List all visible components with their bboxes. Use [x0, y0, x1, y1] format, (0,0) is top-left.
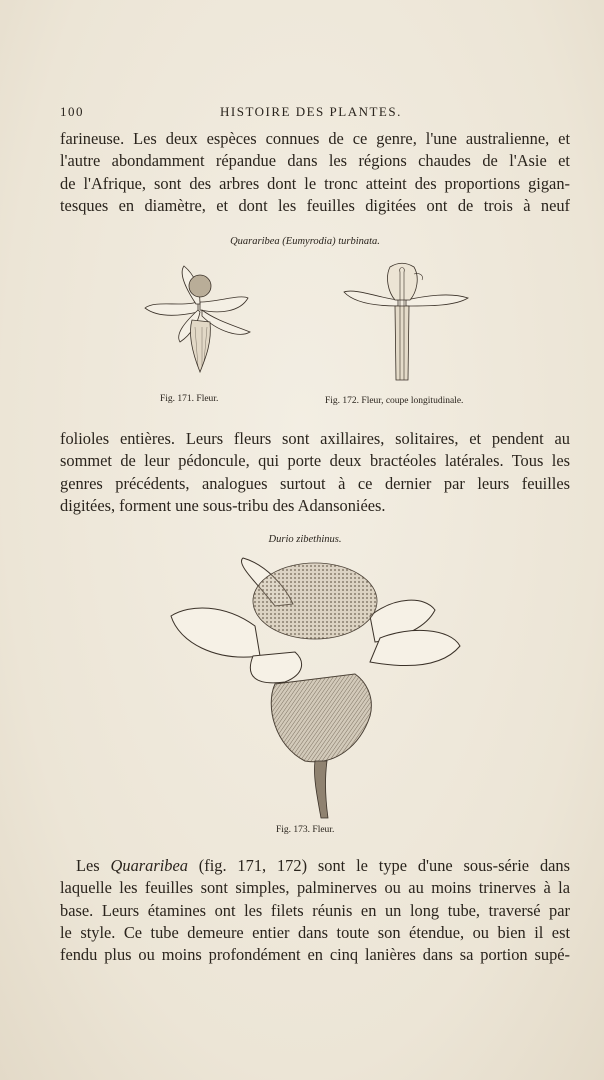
paragraph-3 [60, 855, 570, 966]
figure-caption-durio: Durio zibethinus. [268, 534, 342, 545]
figure-caption-quararibea: Quararibea (Eumyrodia) turbinata. [230, 236, 380, 247]
text-line: base. Leurs étamines ont les filets réunis en un long tube, traversé par [60, 900, 570, 920]
text-line: de l'Afrique, sont des arbres dont le tronc atteint des proportions gigan- [60, 173, 570, 193]
genus-name-italic: Quararibea [110, 856, 188, 875]
fig-173-durio-flower-illustration [165, 556, 465, 821]
running-title: HISTOIRE DES PLANTES. [220, 104, 402, 119]
text-line: folioles entières. Leurs fleurs sont axillaires, solitaires, et pendent au [60, 429, 570, 448]
text-fragment: Les [76, 856, 111, 875]
text-line: l'autre abondamment répandue dans les régions chaudes de l'Asie et [60, 151, 570, 171]
text-line: genres précédents, analogues surtout à ce dernier par leurs feuilles [60, 473, 570, 493]
text-fragment: (fig. 171, 172) sont le type d'une sous-série dans [187, 856, 570, 875]
paragraph-1 [60, 128, 570, 217]
text-line: sommet de leur pédoncule, qui porte deux bractéoles latérales. Tous les [60, 451, 570, 471]
text-line: le style. Ce tube demeure entier dans toute son étendue, ou bien il est [60, 922, 570, 942]
fig-171-flower-illustration [140, 262, 255, 387]
running-header [60, 104, 570, 124]
fig-172-label: Fig. 172. Fleur, coupe longitudinale. [325, 396, 464, 406]
fig-171-label: Fig. 171. Fleur. [160, 394, 219, 404]
text-line: farineuse. Les deux espèces connues de ce genre, l'une australienne, et [60, 129, 570, 148]
fig-173-label: Fig. 173. Fleur. [276, 825, 335, 835]
text-line [60, 855, 570, 877]
text-line: tesques en diamètre, et dont les feuilles digitées ont de trois à neuf [60, 195, 570, 215]
paragraph-2 [60, 428, 570, 517]
text-line: fendu plus ou moins profondément en cinq lanières dans sa portion supé- [60, 945, 570, 965]
text-line: digitées, forment une sous-tribu des Adansoniées. [60, 495, 386, 515]
text-line: laquelle les feuilles sont simples, palminerves ou au moins trinerves à la [60, 878, 570, 898]
page-number: 100 [60, 104, 84, 119]
fig-172-section-illustration [340, 262, 475, 387]
